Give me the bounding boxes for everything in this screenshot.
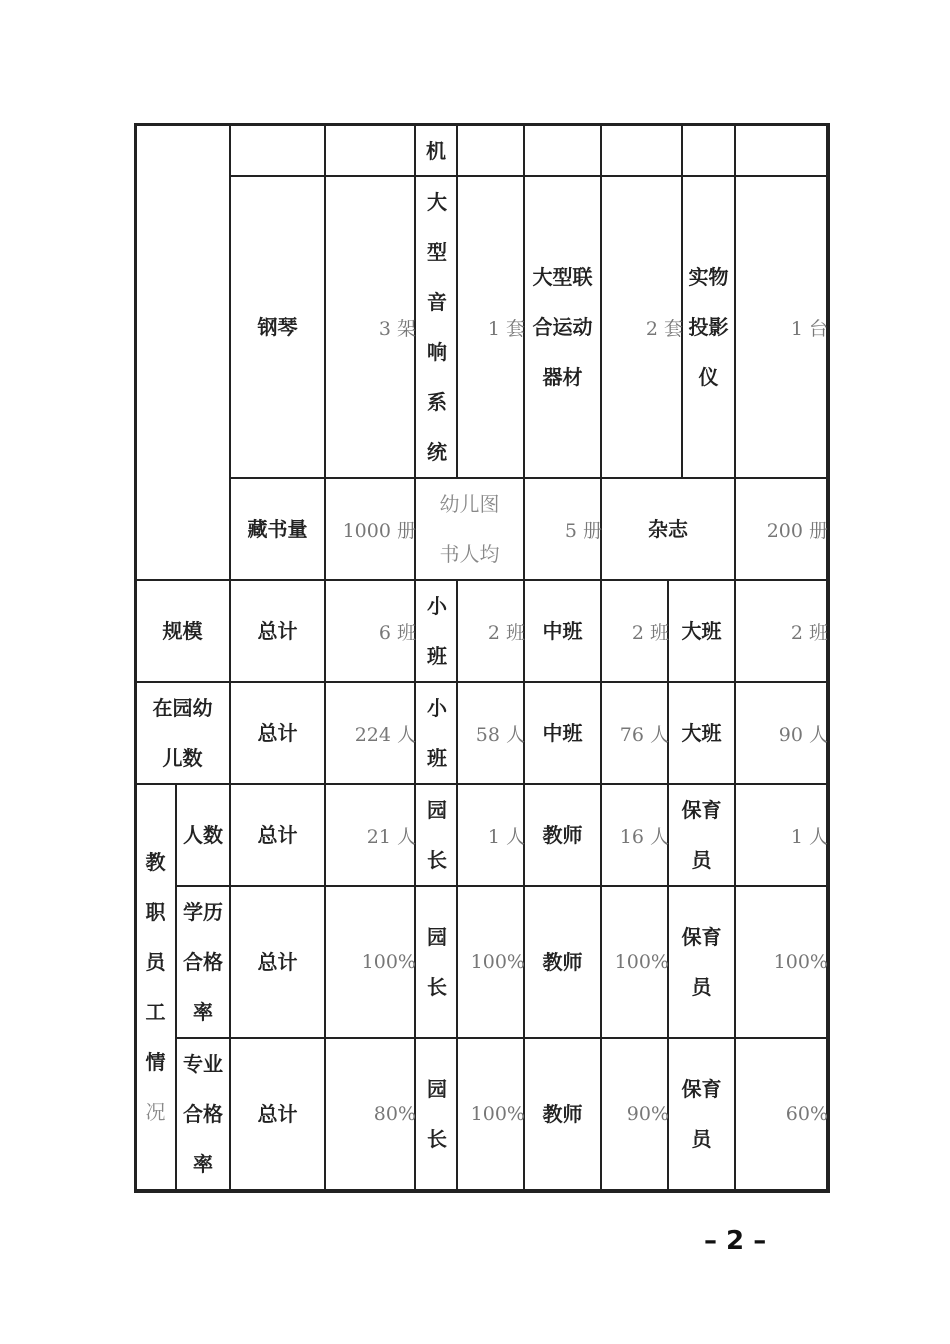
children-middle-label: 中班 — [542, 721, 583, 745]
piano-value: 3 架 — [378, 317, 416, 340]
staff-education-teacher-label: 教师 — [542, 950, 583, 974]
staff-professional-nurse-label: 保育员 — [681, 1077, 722, 1151]
table-cell — [458, 125, 525, 177]
sports-equipment-value: 2 套 — [645, 317, 683, 340]
scale-large-value: 2 班 — [790, 621, 828, 644]
staff-education-total-label: 总计 — [257, 950, 298, 974]
staff-header-tail: 况 — [145, 1100, 166, 1124]
children-middle-value: 76 人 — [619, 723, 669, 746]
equipment-section-cell — [136, 125, 231, 581]
staff-education-principal-value: 100% — [470, 951, 525, 973]
table-cell — [326, 125, 416, 177]
books-per-child-value: 5 册 — [564, 519, 602, 542]
scale-small-value: 2 班 — [487, 621, 525, 644]
staff-education-nurse-label: 保育员 — [681, 925, 722, 999]
table-cell — [602, 125, 683, 177]
staff-professional-teacher-value: 90% — [626, 1103, 669, 1125]
sports-equipment-label: 大型联合运动器材 — [532, 265, 593, 389]
staff-education-total-value: 100% — [361, 951, 416, 973]
staff-professional-principal-label: 园长 — [427, 1077, 447, 1151]
table-cell — [736, 125, 828, 177]
children-total-label: 总计 — [257, 721, 298, 745]
scale-large-label: 大班 — [681, 619, 722, 643]
staff-education-principal-label: 园长 — [427, 925, 447, 999]
projector-label: 实物投影仪 — [688, 265, 729, 389]
staff-education-label: 学历合格率 — [183, 900, 223, 1024]
scale-total-value: 6 班 — [378, 621, 416, 644]
children-header: 在园幼儿数 — [152, 696, 213, 770]
staff-count-label: 人数 — [183, 823, 223, 847]
staff-header-main: 教职员工情 — [145, 850, 166, 1074]
staff-header — [136, 785, 175, 1189]
staff-professional-total-label: 总计 — [257, 1102, 298, 1126]
staff-count-total-value: 21 人 — [366, 825, 416, 848]
children-large-label: 大班 — [681, 721, 722, 745]
scale-small-label: 小班 — [427, 594, 447, 668]
magazines-label: 杂志 — [648, 517, 688, 541]
book-collection-label: 藏书量 — [247, 517, 308, 541]
sound-system-value: 1 套 — [487, 317, 525, 340]
scale-header: 规模 — [162, 619, 203, 643]
children-large-value: 90 人 — [778, 723, 828, 746]
staff-professional-nurse-value: 60% — [785, 1103, 828, 1125]
sound-system-label: 大型音响系统 — [427, 190, 447, 464]
staff-count-nurse-label: 保育员 — [681, 798, 722, 872]
staff-count-principal-label: 园长 — [427, 798, 447, 872]
children-small-label: 小班 — [427, 696, 447, 770]
magazines-value: 200 册 — [766, 519, 828, 542]
staff-count-nurse-value: 1 人 — [790, 825, 828, 848]
scale-middle-value: 2 班 — [631, 621, 669, 644]
scale-middle-label: 中班 — [542, 619, 583, 643]
facility-table — [136, 125, 828, 1191]
staff-education-nurse-value: 100% — [773, 951, 828, 973]
page-number: – 2 – — [704, 1226, 767, 1256]
staff-count-teacher-value: 16 人 — [619, 825, 669, 848]
piano-label: 钢琴 — [257, 315, 298, 339]
children-total-value: 224 人 — [354, 723, 416, 746]
books-per-child-label: 幼儿图书人均 — [439, 492, 500, 566]
staff-count-principal-value: 1 人 — [487, 825, 525, 848]
staff-professional-principal-value: 100% — [470, 1103, 525, 1125]
staff-count-teacher-label: 教师 — [542, 823, 583, 847]
scale-total-label: 总计 — [257, 619, 298, 643]
machine-label-tail: 机 — [426, 139, 446, 163]
staff-professional-label: 专业合格率 — [183, 1052, 223, 1176]
staff-professional-teacher-label: 教师 — [542, 1102, 583, 1126]
staff-professional-total-value: 80% — [373, 1103, 416, 1125]
staff-count-total-label: 总计 — [257, 823, 298, 847]
children-small-value: 58 人 — [475, 723, 525, 746]
table-cell — [683, 125, 736, 177]
projector-value: 1 台 — [790, 317, 828, 340]
table-cell — [525, 125, 602, 177]
book-collection-value: 1000 册 — [342, 519, 416, 542]
table-cell — [231, 125, 326, 177]
staff-education-teacher-value: 100% — [614, 951, 669, 973]
